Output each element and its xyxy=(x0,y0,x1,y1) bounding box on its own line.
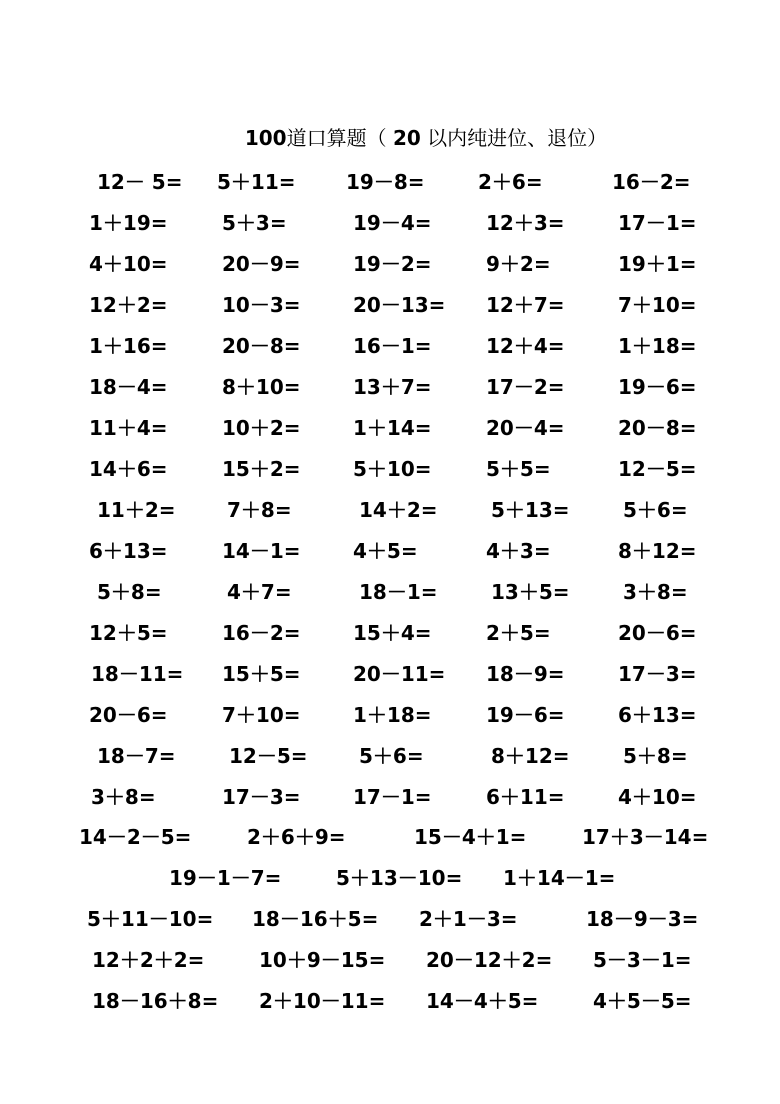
problem: 2＋1－3= xyxy=(419,907,518,931)
problem: 14＋2= xyxy=(359,498,438,522)
problem: 19－6= xyxy=(618,375,697,399)
problem: 12－ 5= xyxy=(97,170,183,194)
problem-row xyxy=(0,453,780,483)
problem: 1＋18= xyxy=(618,334,697,358)
problem: 18－9－3= xyxy=(586,907,699,931)
problem: 20－11= xyxy=(353,662,446,686)
problem: 13＋5= xyxy=(491,580,570,604)
problem: 19－6= xyxy=(486,703,565,727)
problem: 12＋2＋2= xyxy=(92,948,205,972)
problem: 5＋6= xyxy=(623,498,688,522)
problem: 6＋11= xyxy=(486,785,565,809)
problem: 12＋7= xyxy=(486,293,565,317)
problem-row xyxy=(0,248,780,278)
problem: 2＋5= xyxy=(486,621,551,645)
problem: 16－2= xyxy=(612,170,691,194)
problem: 10＋2= xyxy=(222,416,301,440)
problem: 20－6= xyxy=(618,621,697,645)
problem: 5＋11= xyxy=(217,170,296,194)
problem: 4＋3= xyxy=(486,539,551,563)
problem: 1＋18= xyxy=(353,703,432,727)
problem: 2＋10－11= xyxy=(259,989,386,1013)
problem: 18－4= xyxy=(89,375,168,399)
problem: 18－9= xyxy=(486,662,565,686)
problem: 12＋3= xyxy=(486,211,565,235)
problem: 12＋4= xyxy=(486,334,565,358)
problem: 1＋19= xyxy=(89,211,168,235)
problem-row xyxy=(0,903,780,933)
problem: 4＋10= xyxy=(89,252,168,276)
problem: 16－2= xyxy=(222,621,301,645)
problem: 19＋1= xyxy=(618,252,697,276)
problem: 5＋3= xyxy=(222,211,287,235)
page-title xyxy=(0,122,780,151)
problem: 19－1－7= xyxy=(169,866,282,890)
problem: 18－16＋5= xyxy=(252,907,379,931)
problem: 20－12＋2= xyxy=(426,948,553,972)
problem: 12－5= xyxy=(618,457,697,481)
problem: 10＋9－15= xyxy=(259,948,386,972)
problem-row xyxy=(0,862,780,892)
problem-row xyxy=(0,985,780,1015)
problem: 5＋10= xyxy=(353,457,432,481)
problem: 6＋13= xyxy=(618,703,697,727)
problem: 17－1= xyxy=(353,785,432,809)
problem: 18－1= xyxy=(359,580,438,604)
problem: 1＋14－1= xyxy=(503,866,616,890)
problem: 10－3= xyxy=(222,293,301,317)
problem: 15＋4= xyxy=(353,621,432,645)
problem: 7＋8= xyxy=(227,498,292,522)
problem-row xyxy=(0,576,780,606)
problem: 13＋7= xyxy=(353,375,432,399)
problem: 20－9= xyxy=(222,252,301,276)
problem: 7＋10= xyxy=(222,703,301,727)
problem-row xyxy=(0,494,780,524)
problem: 8＋12= xyxy=(491,744,570,768)
problem: 17＋3－14= xyxy=(582,825,709,849)
problem: 14－2－5= xyxy=(79,825,192,849)
problem: 1＋16= xyxy=(89,334,168,358)
problem-row xyxy=(0,781,780,811)
problem: 5＋5= xyxy=(486,457,551,481)
problem: 5＋11－10= xyxy=(87,907,214,931)
problem: 12－5= xyxy=(229,744,308,768)
problem: 18－16＋8= xyxy=(92,989,219,1013)
title-text-1: 道口算题（ xyxy=(286,126,393,150)
problem: 19－2= xyxy=(353,252,432,276)
problem-row xyxy=(0,166,780,196)
problem-row xyxy=(0,412,780,442)
problem: 17－3= xyxy=(618,662,697,686)
problem: 4＋5－5= xyxy=(593,989,692,1013)
problem: 17－2= xyxy=(486,375,565,399)
problem: 5＋8= xyxy=(623,744,688,768)
problem: 15＋5= xyxy=(222,662,301,686)
problem: 15＋2= xyxy=(222,457,301,481)
problem: 2＋6= xyxy=(478,170,543,194)
problem: 3＋8= xyxy=(623,580,688,604)
problem: 5＋6= xyxy=(359,744,424,768)
problem: 1＋14= xyxy=(353,416,432,440)
problem: 18－11= xyxy=(91,662,184,686)
problem: 20－6= xyxy=(89,703,168,727)
problem-row xyxy=(0,289,780,319)
title-number-100: 100 xyxy=(244,126,287,150)
problem: 19－4= xyxy=(353,211,432,235)
problem: 6＋13= xyxy=(89,539,168,563)
problem: 17－1= xyxy=(618,211,697,235)
problem-row xyxy=(0,944,780,974)
problem-row xyxy=(0,535,780,565)
problem: 11＋2= xyxy=(97,498,176,522)
problem: 12＋2= xyxy=(89,293,168,317)
problem: 16－1= xyxy=(353,334,432,358)
problem: 14－1= xyxy=(222,539,301,563)
title-number-20: 20 xyxy=(392,126,421,150)
problem: 19－8= xyxy=(346,170,425,194)
problem-row xyxy=(0,699,780,729)
problem: 12＋5= xyxy=(89,621,168,645)
problem: 17－3= xyxy=(222,785,301,809)
problem-row xyxy=(0,371,780,401)
problem: 5－3－1= xyxy=(593,948,692,972)
title-text-2: 以内纯进位、退位） xyxy=(420,126,608,150)
problem: 8＋12= xyxy=(618,539,697,563)
problem: 3＋8= xyxy=(91,785,156,809)
problem: 5＋13= xyxy=(491,498,570,522)
problem-row xyxy=(0,740,780,770)
problem: 14－4＋5= xyxy=(426,989,539,1013)
problem: 5＋13－10= xyxy=(336,866,463,890)
problem: 4＋10= xyxy=(618,785,697,809)
problem: 20－13= xyxy=(353,293,446,317)
problem: 20－8= xyxy=(222,334,301,358)
problem: 7＋10= xyxy=(618,293,697,317)
problem-row xyxy=(0,617,780,647)
problem: 9＋2= xyxy=(486,252,551,276)
problem-row xyxy=(0,821,780,851)
problem: 14＋6= xyxy=(89,457,168,481)
problem: 18－7= xyxy=(97,744,176,768)
problem: 8＋10= xyxy=(222,375,301,399)
problem-row xyxy=(0,330,780,360)
problem: 2＋6＋9= xyxy=(247,825,346,849)
problem: 20－4= xyxy=(486,416,565,440)
problem-row xyxy=(0,207,780,237)
problem: 4＋5= xyxy=(353,539,418,563)
problem: 5＋8= xyxy=(97,580,162,604)
problem: 20－8= xyxy=(618,416,697,440)
problem: 11＋4= xyxy=(89,416,168,440)
problem-row xyxy=(0,658,780,688)
problem: 4＋7= xyxy=(227,580,292,604)
problem: 15－4＋1= xyxy=(414,825,527,849)
